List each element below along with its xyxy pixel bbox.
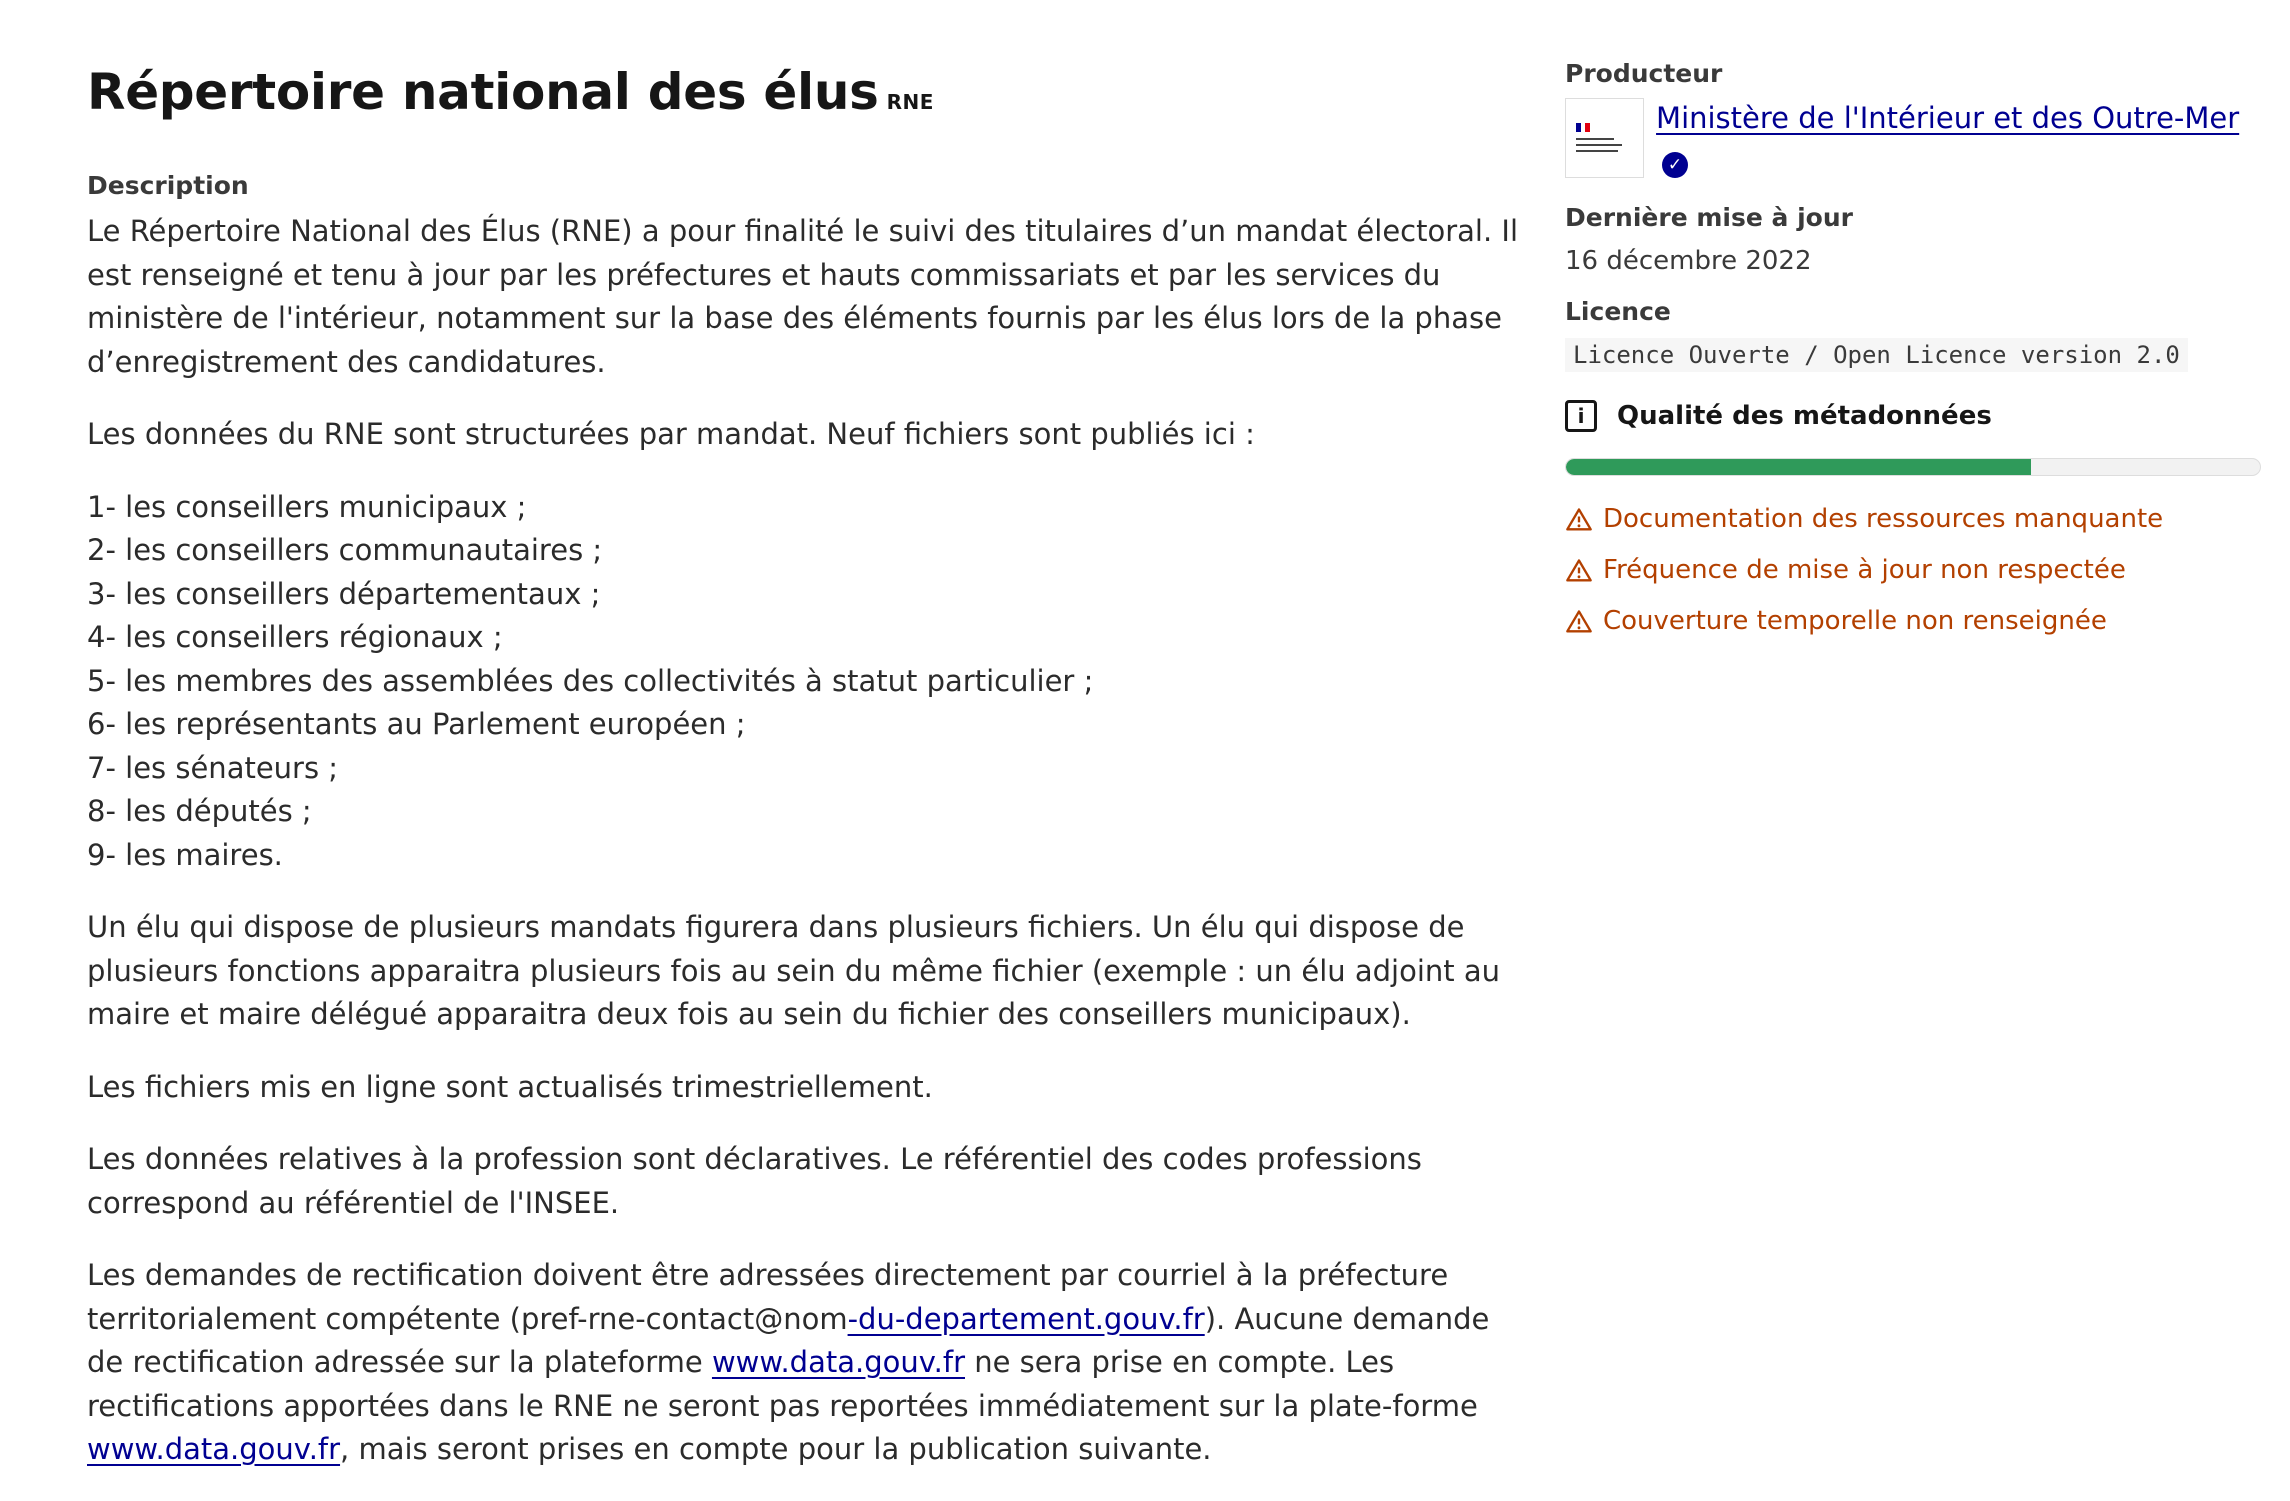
warning-text: Couverture temporelle non renseignée <box>1603 606 2107 636</box>
last-update-value: 16 décembre 2022 <box>1565 246 1812 276</box>
dataset-title: Répertoire national des élus <box>87 63 879 121</box>
logo-text-line <box>1576 138 1614 140</box>
data-gouv-link[interactable]: www.data.gouv.fr <box>87 1432 341 1466</box>
warning-triangle-icon <box>1565 506 1593 534</box>
description-body <box>87 210 1527 1472</box>
logo-text-line <box>1576 150 1618 152</box>
description-paragraph: Les fichiers mis en ligne sont actualisés trimestriellement. <box>87 1069 933 1104</box>
last-update-label: Dernière mise à jour <box>1565 203 1853 232</box>
list-item: 6- les représentants au Parlement européen ; <box>87 707 746 741</box>
producer-name: Ministère de l'Intérieur et des Outre-Mer <box>1656 101 2240 135</box>
warning-triangle-icon <box>1565 557 1593 585</box>
producer-label: Producteur <box>1565 59 1723 88</box>
license-label: Licence <box>1565 297 1671 326</box>
data-gouv-link[interactable]: www.data.gouv.fr <box>711 1345 965 1379</box>
paragraph-text: Les demandes de rectification doivent être adressées directement par courriel à la préfecture territorialement compétente (pref-rne-contact@nom <box>87 1258 1449 1336</box>
description-label: Description <box>87 171 249 200</box>
logo-text-line <box>1576 144 1622 146</box>
republic-flag-icon <box>1576 123 1590 132</box>
organization-logo[interactable] <box>1565 98 1644 178</box>
metadata-quality-label: Qualité des métadonnées <box>1617 401 1992 431</box>
list-item: 5- les membres des assemblées des collectivités à statut particulier ; <box>87 663 1094 698</box>
prefecture-domain-link[interactable]: -du-departement.gouv.fr <box>847 1301 1205 1336</box>
list-item: 7- les sénateurs ; <box>87 750 339 785</box>
description-paragraph <box>87 1254 1527 1472</box>
page-title <box>87 56 1527 138</box>
metadata-quality-header <box>1565 400 2261 432</box>
quality-progress-fill <box>1566 459 2031 475</box>
producer-row <box>1565 98 2261 178</box>
warning-text: Fréquence de mise à jour non respectée <box>1603 555 2126 585</box>
dataset-sidebar <box>1565 56 2261 647</box>
list-item: 1- les conseillers municipaux ; <box>87 489 527 524</box>
warning-text: Documentation des ressources manquante <box>1603 504 2164 534</box>
list-item: 2- les conseillers communautaires ; <box>87 533 603 567</box>
description-paragraph: Un élu qui dispose de plusieurs mandats figurera dans plusieurs fichiers. Un élu qui dispose de plusieurs fonctions apparaitra plusieurs fois au sein du même fichier (exemple : un élu adjoint au maire et maire délégué apparaitra deux fois au sein du fichier des conseillers municipaux). <box>87 910 1501 1031</box>
quality-warning <box>1565 494 2261 545</box>
quality-warnings <box>1565 494 2261 647</box>
check-badge-icon: ✓ <box>1662 152 1688 178</box>
dataset-acronym: RNE <box>886 90 934 114</box>
quality-warning <box>1565 596 2261 647</box>
quality-warning <box>1565 545 2261 596</box>
list-item: 9- les maires. <box>87 837 283 872</box>
list-item: 4- les conseillers régionaux ; <box>87 620 503 654</box>
paragraph-text: , mais seront prises en compte pour la publication suivante. <box>340 1432 1212 1466</box>
dataset-main <box>87 56 1527 1501</box>
description-paragraph: Les données relatives à la profession sont déclaratives. Le référentiel des codes professions correspond au référentiel de l'INSEE. <box>87 1142 1422 1220</box>
description-paragraph: Les données du RNE sont structurées par mandat. Neuf fichiers sont publiés ici : <box>87 417 1255 451</box>
paragraph-text: ). Aucune demande de rectification adressée sur la plateforme <box>87 1301 1490 1379</box>
paragraph-text: ne sera prise en compte. Les rectifications apportées dans le RNE ne seront pas reportées immédiatement sur la plate-forme <box>87 1345 1478 1423</box>
info-icon[interactable]: i <box>1565 400 1597 432</box>
warning-triangle-icon <box>1565 608 1593 636</box>
list-item: 8- les députés ; <box>87 794 312 828</box>
producer-link[interactable] <box>1656 98 2261 178</box>
description-paragraph: Le Répertoire National des Élus (RNE) a pour finalité le suivi des titulaires d’un mandat électoral. Il est renseigné et tenu à jour par les préfectures et hauts commissariats et par les services du ministère de l'intérieur, notamment sur la base des éléments fournis par les élus lors de la phase d’enregistrement des candidatures. <box>87 214 1519 379</box>
list-item: 3- les conseillers départementaux ; <box>87 576 601 611</box>
mandate-list <box>87 486 1527 878</box>
license-value: Licence Ouverte / Open Licence version 2.0 <box>1565 338 2188 372</box>
quality-progress-bar <box>1565 458 2261 476</box>
